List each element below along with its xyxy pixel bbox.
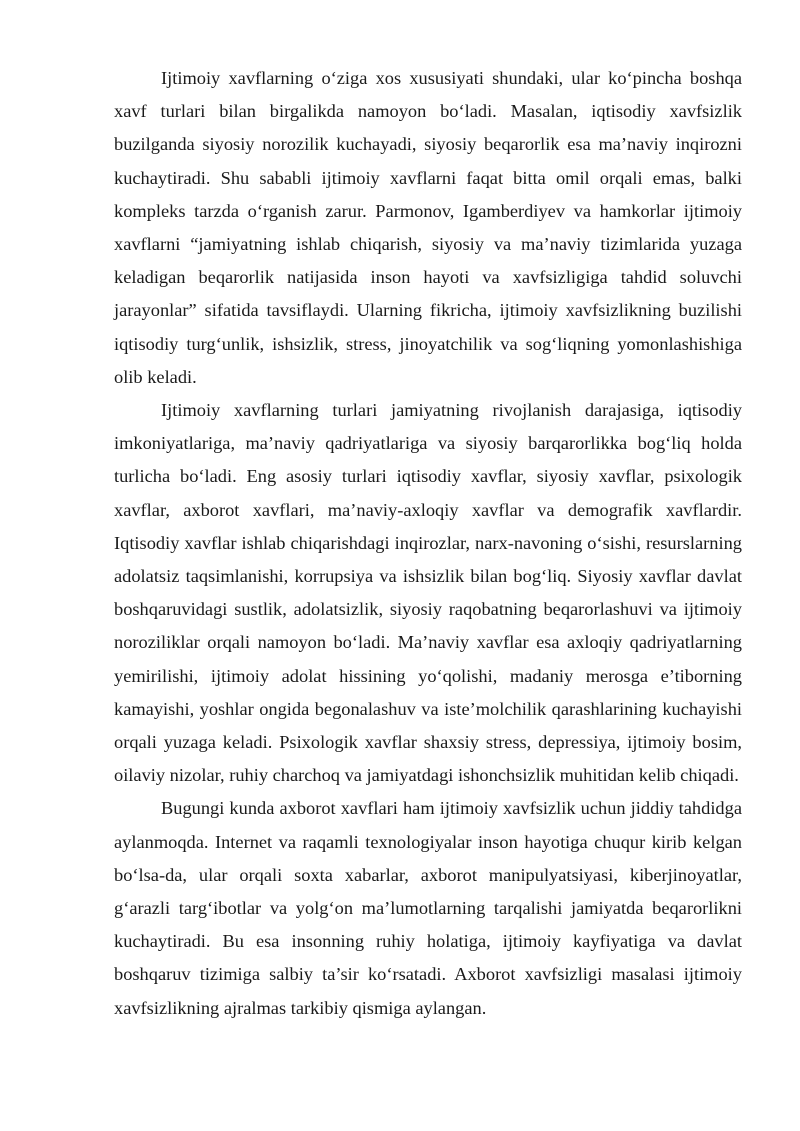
document-page [114, 62, 742, 1025]
paragraph: Ijtimoiy xavflarning turlari jamiyatning rivojlanish darajasiga, iqtisodiy imkoniyatlariga, ma’naviy qadriyatlariga va siyosiy barqarorlikka bog‘liq holda turlicha bo‘ladi. Eng asosiy turlari iqtisodiy xavflar, siyosiy xavflar, psixologik xavflar, axborot xavflari, ma’naviy-axloqiy xavflar va demografik xavflardir. Iqtisodiy xavflar ishlab chiqarishdagi inqirozlar, narx-navoning o‘sishi, resurslarning adolatsiz taqsimlanishi, korrupsiya va ishsizlik bilan bog‘liq. Siyosiy xavflar davlat boshqaruvidagi sustlik, adolatsizlik, siyosiy raqobatning beqarorlashuvi va ijtimoiy noroziliklar orqali namoyon bo‘ladi. Ma’naviy xavflar esa axloqiy qadriyatlarning yemirilishi, ijtimoiy adolat hissining yo‘qolishi, madaniy merosga e’tiborning kamayishi, yoshlar ongida begonalashuv va iste’molchilik qarashlarining kuchayishi orqali yuzaga keladi. Psixologik xavflar shaxsiy stress, depressiya, ijtimoiy bosim, oilaviy nizolar, ruhiy charchoq va jamiyatdagi ishonchsizlik muhitidan kelib chiqadi. [114, 400, 742, 786]
paragraph: Bugungi kunda axborot xavflari ham ijtimoiy xavfsizlik uchun jiddiy tahdidga aylanmoqda. Internet va raqamli texnologiyalar inson hayotiga chuqur kirib kelgan bo‘lsa-da, ular orqali soxta xabarlar, axborot manipulyatsiyasi, kiberjinoyatlar, g‘arazli targ‘ibotlar va yolg‘on ma’lumotlarning tarqalishi jamiyatda beqarorlikni kuchaytiradi. Bu esa insonning ruhiy holatiga, ijtimoiy kayfiyatiga va davlat boshqaruv tizimiga salbiy ta’sir ko‘rsatadi. Axborot xavfsizligi masalasi ijtimoiy xavfsizlikning ajralmas tarkibiy qismiga aylangan. [114, 798, 742, 1018]
paragraph: Ijtimoiy xavflarning o‘ziga xos xususiyati shundaki, ular ko‘pincha boshqa xavf turlari bilan birgalikda namoyon bo‘ladi. Masalan, iqtisodiy xavfsizlik buzilganda siyosiy norozilik kuchayadi, siyosiy beqarorlik esa ma’naviy inqirozni kuchaytiradi. Shu sababli ijtimoiy xavflarni faqat bitta omil orqali emas, balki kompleks tarzda o‘rganish zarur. Parmonov, Igamberdiyev va hamkorlar ijtimoiy xavflarni “jamiyatning ishlab chiqarish, siyosiy va ma’naviy tizimlarida yuzaga keladigan beqarorlik natijasida inson hayoti va xavfsizligiga tahdid soluvchi jarayonlar” sifatida tavsiflaydi. Ularning fikricha, ijtimoiy xavfsizlikning buzilishi iqtisodiy turg‘unlik, ishsizlik, stress, jinoyatchilik va sog‘liqning yomonlashishiga olib keladi. [114, 68, 742, 387]
